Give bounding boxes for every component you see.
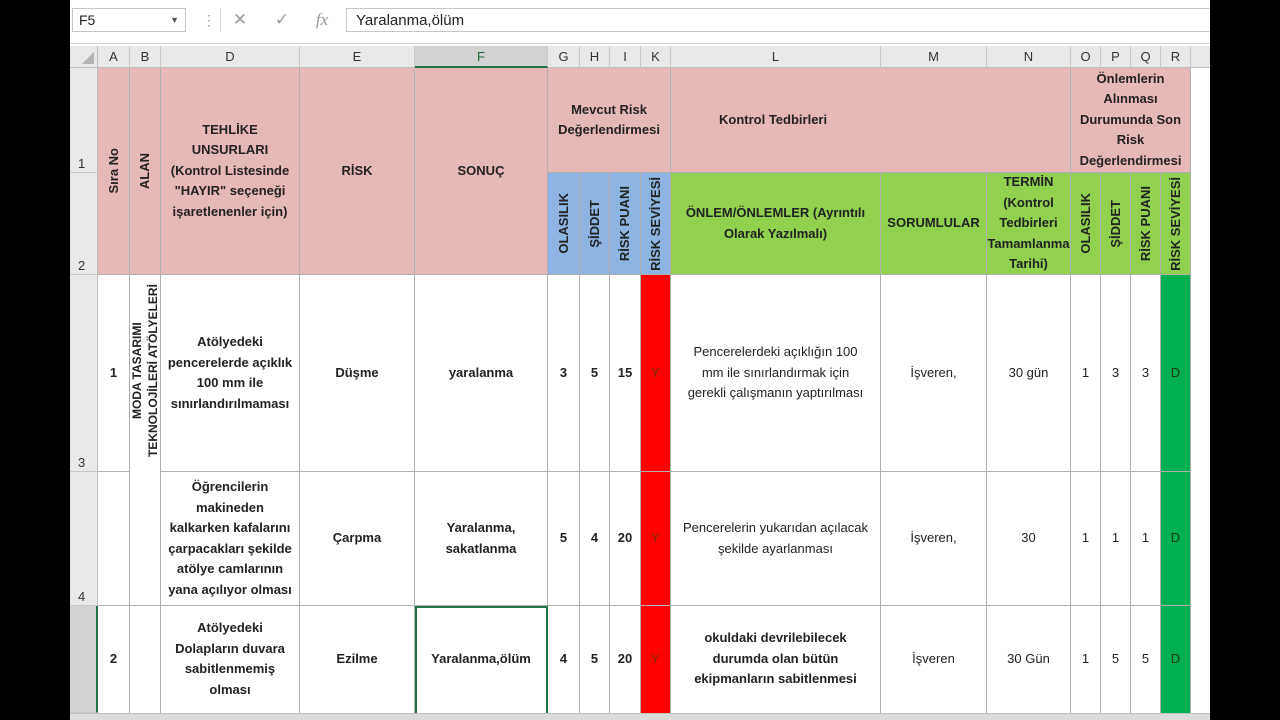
select-all-corner[interactable]: [70, 46, 98, 68]
formula-input-value: Yaralanma,ölüm: [356, 12, 465, 29]
row-number: 2: [78, 258, 86, 273]
cell-termin[interactable]: 30 gün: [987, 275, 1071, 472]
cell-risk-seviyesi[interactable]: Y: [641, 472, 671, 606]
cancel-icon[interactable]: ✕: [232, 10, 248, 29]
column-header-f[interactable]: F: [415, 46, 548, 68]
header-risk: RİSK: [300, 68, 415, 275]
cell-siddet[interactable]: 5: [580, 275, 610, 472]
cell-alan-text: MODA TASARIMI TEKNOLOJİLERİ ATÖLYELERİ: [130, 284, 160, 458]
column-header-l[interactable]: L: [671, 46, 881, 68]
cell-son-risk-seviyesi[interactable]: D: [1161, 472, 1191, 606]
header-risk-seviyesi: [641, 173, 671, 275]
cell-son-siddet[interactable]: 5: [1101, 606, 1131, 720]
cell-risk-puani[interactable]: 20: [610, 472, 641, 606]
header-sonuc: SONUÇ: [415, 68, 548, 275]
header-risk-puani-text: RİSK PUANI: [617, 185, 632, 262]
cell-risk-puani[interactable]: 15: [610, 275, 641, 472]
header-risk-puani: [610, 173, 641, 275]
column-header-a[interactable]: A: [98, 46, 130, 68]
cell-sorumlu[interactable]: İşveren,: [881, 472, 987, 606]
column-header-b[interactable]: B: [130, 46, 161, 68]
column-header-p[interactable]: P: [1101, 46, 1131, 68]
cell-tehlike[interactable]: Atölyedeki Dolapların duvara sabitlenmemiş olması: [161, 606, 300, 720]
cell-risk[interactable]: Düşme: [300, 275, 415, 472]
cell-sira-no[interactable]: 2: [98, 606, 130, 720]
header-kontrol: Kontrol Tedbirleri: [671, 68, 1071, 173]
formula-input[interactable]: [346, 8, 1210, 32]
cell-son-siddet[interactable]: 3: [1101, 275, 1131, 472]
header-termin: TERMİN (Kontrol Tedbirleri Tamamlanma Tarihi): [987, 173, 1071, 275]
divider: [220, 8, 221, 32]
cell-sonuc[interactable]: Yaralanma, sakatlanma: [415, 472, 548, 606]
header-alan-text: ALAN: [137, 152, 152, 190]
column-header-r[interactable]: R: [1161, 46, 1191, 68]
cell-sonuc[interactable]: yaralanma: [415, 275, 548, 472]
cell-tehlike[interactable]: Öğrencilerin makineden kalkarken kafalarını çarpacakları şekilde atölye camlarının yana açılıyor olması: [161, 472, 300, 606]
cell-son-olasilik[interactable]: 1: [1071, 275, 1101, 472]
cell-onlem[interactable]: okuldaki devrilebilecek durumda olan bütün ekipmanların sabitlenmesi: [671, 606, 881, 720]
cell-risk-seviyesi[interactable]: Y: [641, 275, 671, 472]
header-sorumlular: SORUMLULAR: [881, 173, 987, 275]
header-alan: [130, 68, 161, 275]
spreadsheet-window: [70, 0, 1210, 720]
cell-sira-no[interactable]: 1: [98, 275, 130, 472]
formula-bar: [70, 0, 1210, 44]
row-header-5[interactable]: [70, 606, 98, 713]
header-sira-no-text: Sıra No: [105, 148, 121, 194]
column-header-d[interactable]: D: [161, 46, 300, 68]
cell-termin[interactable]: 30: [987, 472, 1071, 606]
header-siddet-text: ŞİDDET: [586, 199, 602, 248]
cell-risk-puani[interactable]: 20: [610, 606, 641, 720]
cell-risk[interactable]: Çarpma: [300, 472, 415, 606]
formula-bar-grip-icon: ⋮: [202, 12, 216, 28]
cell-son-risk-puani[interactable]: 1: [1131, 472, 1161, 606]
cell-onlem[interactable]: Pencerelerdeki açıklığın 100 mm ile sınırlandırmak için gerekli çalışmanın yaptırılması: [671, 275, 881, 472]
cell-onlem[interactable]: Pencerelerin yukarıdan açılacak şekilde ayarlanması: [671, 472, 881, 606]
cell-son-risk-puani[interactable]: 3: [1131, 275, 1161, 472]
cell-son-siddet[interactable]: 1: [1101, 472, 1131, 606]
header-son-risk-seviyesi: [1161, 173, 1191, 275]
header-son-risk-puani-text: RİSK PUANI: [1137, 185, 1153, 262]
row-number: 4: [78, 589, 86, 604]
cell-risk[interactable]: Ezilme: [300, 606, 415, 720]
column-header-o[interactable]: O: [1071, 46, 1101, 68]
cell-son-risk-seviyesi[interactable]: D: [1161, 606, 1191, 720]
cell-sorumlu[interactable]: İşveren: [881, 606, 987, 720]
cell-sonuc-selected[interactable]: Yaralanma,ölüm: [415, 606, 548, 720]
sheet-tab-bar[interactable]: [70, 713, 1210, 720]
chevron-down-icon[interactable]: ▼: [170, 15, 179, 25]
cell-siddet[interactable]: 5: [580, 606, 610, 720]
cell-siddet[interactable]: 4: [580, 472, 610, 606]
cell-olasilik[interactable]: 5: [548, 472, 580, 606]
header-mevcut-risk: Mevcut Risk Değerlendirmesi: [548, 68, 671, 173]
header-risk-seviyesi-text: RİSK SEVİYESİ: [647, 176, 663, 271]
cell-alan[interactable]: [130, 275, 161, 606]
header-son-risk-seviyesi-text: RİSK SEVİYESİ: [1167, 176, 1183, 271]
insert-function-icon[interactable]: fx: [315, 10, 329, 29]
header-son-siddet: [1101, 173, 1131, 275]
column-header-q[interactable]: Q: [1131, 46, 1161, 68]
cell-son-risk-seviyesi[interactable]: D: [1161, 275, 1191, 472]
header-olasilik-text: OLASILIK: [555, 193, 571, 254]
header-onlem: ÖNLEM/ÖNLEMLER (Ayrıntılı Olarak Yazılmalı): [671, 173, 881, 275]
header-son-risk-puani: [1131, 173, 1161, 275]
cell-sira-no[interactable]: [98, 472, 130, 606]
row-header-3[interactable]: [70, 275, 98, 472]
column-header-blank: [1191, 46, 1210, 68]
column-header-i[interactable]: I: [610, 46, 641, 68]
cell-termin[interactable]: 30 Gün: [987, 606, 1071, 720]
header-siddet: [580, 173, 610, 275]
header-son-olasilik: [1071, 173, 1101, 275]
header-son-siddet-text: ŞİDDET: [1107, 199, 1123, 248]
header-olasilik: [548, 173, 580, 275]
column-header-n[interactable]: N: [987, 46, 1071, 68]
cell-son-olasilik[interactable]: 1: [1071, 472, 1101, 606]
cell-alan-empty[interactable]: [130, 606, 161, 720]
header-son-olasilik-text: OLASILIK: [1077, 193, 1093, 254]
row-header-2[interactable]: [70, 173, 98, 275]
cell-tehlike[interactable]: Atölyedeki pencerelerde açıklık 100 mm ile sınırlandırılmaması: [161, 275, 300, 472]
column-header-h[interactable]: H: [580, 46, 610, 68]
row-number: 3: [78, 455, 86, 470]
row-header-4[interactable]: [70, 472, 98, 606]
column-header-g[interactable]: G: [548, 46, 580, 68]
cell-olasilik[interactable]: 4: [548, 606, 580, 720]
cell-sorumlu[interactable]: İşveren,: [881, 275, 987, 472]
cell-son-olasilik[interactable]: 1: [1071, 606, 1101, 720]
column-header-m[interactable]: M: [881, 46, 987, 68]
name-box[interactable]: [72, 8, 186, 32]
cell-olasilik[interactable]: 3: [548, 275, 580, 472]
row-header-1[interactable]: [70, 68, 98, 173]
name-box-value: F5: [79, 12, 96, 28]
row-number: 1: [78, 156, 86, 171]
column-header-k[interactable]: K: [641, 46, 671, 68]
cell-son-risk-puani[interactable]: 5: [1131, 606, 1161, 720]
header-sira-no: [98, 68, 130, 275]
header-tehlike: TEHLİKE UNSURLARI (Kontrol Listesinde "HAYIR" seçeneği işaretlenenler için): [161, 68, 300, 275]
cell-risk-seviyesi[interactable]: Y: [641, 606, 671, 720]
header-son-risk: Önlemlerin Alınması Durumunda Son Risk Değerlendirmesi: [1071, 68, 1191, 173]
enter-icon[interactable]: ✓: [274, 10, 290, 29]
column-header-e[interactable]: E: [300, 46, 415, 68]
